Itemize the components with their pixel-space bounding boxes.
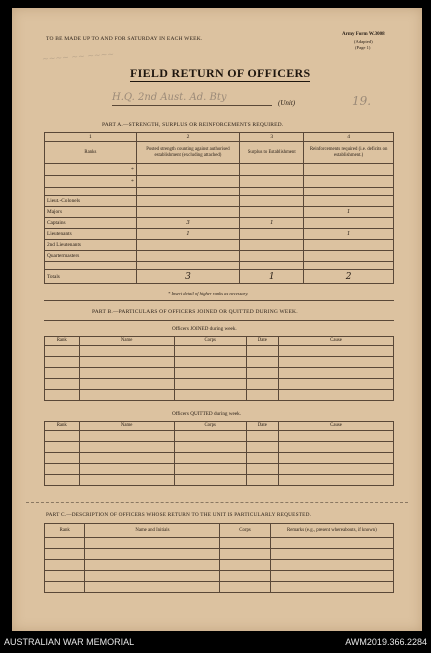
divider: [44, 300, 394, 301]
col-cause: Cause: [279, 337, 394, 346]
surplus-value: [240, 240, 304, 251]
col-cause: Cause: [279, 422, 394, 431]
instruction-text: TO BE MADE UP TO AND FOR SATURDAY IN EACH WEEK.: [46, 36, 203, 42]
header-posted: Posted strength counting against authorised establishment (excluding attached): [136, 142, 239, 164]
blank-rank-row: *: [45, 176, 137, 188]
rank-label: 2nd Lieutenants: [45, 240, 137, 251]
part-c-title: PART C.—DESCRIPTION OF OFFICERS WHOSE RETURN TO THE UNIT IS PARTICULARLY REQUESTED.: [46, 512, 312, 518]
surplus-value: [240, 196, 304, 207]
posted-value: 3: [136, 218, 239, 229]
totals-reinforcements: 2: [304, 270, 394, 284]
page-title: FIELD RETURN OF OFFICERS: [130, 66, 311, 80]
posted-value: 1: [136, 229, 239, 240]
footer-right: AWM2019.366.2284: [345, 637, 427, 647]
divider: [44, 320, 394, 321]
surplus-value: 1: [240, 218, 304, 229]
col-date: Date: [246, 337, 279, 346]
rank-label: Lieut.-Colonels: [45, 196, 137, 207]
fold-line: [26, 502, 408, 503]
unit-handwritten: H.Q. 2nd Aust. Ad. Bty: [112, 92, 227, 103]
col-number-3: 3: [240, 133, 304, 142]
col-number-2: 2: [136, 133, 239, 142]
reinforcement-value: 1: [304, 207, 394, 218]
col-rank: Rank: [45, 337, 80, 346]
rank-label: Majors: [45, 207, 137, 218]
rank-label: Captains: [45, 218, 137, 229]
army-form-number: Army Form W.3008: [342, 32, 385, 37]
posted-value: [136, 240, 239, 251]
blank-rank-row: *: [45, 164, 137, 176]
document-page: [12, 8, 422, 631]
rank-label: Quartermasters: [45, 251, 137, 262]
col-name: Name: [79, 422, 174, 431]
col-name-initials: Name and Initials: [85, 524, 220, 538]
surplus-value: [240, 229, 304, 240]
quitted-title: Officers QUITTED during week.: [172, 411, 242, 417]
form-adapted: (Adapted): [354, 39, 373, 44]
rank-label: Lieutenants: [45, 229, 137, 240]
col-number-1: 1: [45, 133, 137, 142]
form-page: (Page 1): [355, 45, 371, 50]
header-surplus: Surplus to Establishment: [240, 142, 304, 164]
reinforcement-value: [304, 240, 394, 251]
col-corps: Corps: [220, 524, 270, 538]
joined-table: [44, 336, 394, 401]
header-ranks: Ranks: [45, 142, 137, 164]
col-name: Name: [79, 337, 174, 346]
col-corps: Corps: [174, 422, 246, 431]
col-rank: Rank: [45, 422, 80, 431]
part-b-title: PART B.—PARTICULARS OF OFFICERS JOINED OR QUITTED DURING WEEK.: [92, 309, 298, 315]
totals-surplus: 1: [240, 270, 304, 284]
unit-line: [112, 105, 272, 106]
reinforcement-value: 1: [304, 229, 394, 240]
part-a-table: [44, 132, 394, 284]
part-c-table: [44, 523, 394, 593]
col-remarks: Remarks (e.g., present whereabouts, if known): [270, 524, 393, 538]
posted-value: [136, 196, 239, 207]
posted-value: [136, 207, 239, 218]
part-a-note: * Insert detail of higher ranks as necessary.: [168, 291, 249, 296]
totals-label: Totals: [45, 270, 137, 284]
quitted-table: [44, 421, 394, 486]
header-reinforcements: Reinforcements required (i.e. deficits on establishment.): [304, 142, 394, 164]
col-corps: Corps: [174, 337, 246, 346]
unit-label: (Unit): [278, 99, 296, 107]
posted-value: [136, 251, 239, 262]
col-rank: Rank: [45, 524, 85, 538]
footer-left: AUSTRALIAN WAR MEMORIAL: [4, 637, 135, 647]
reinforcement-value: [304, 218, 394, 229]
surplus-value: [240, 251, 304, 262]
handwritten-scribble: ~~~~ ~~ ~~~~: [41, 49, 115, 64]
reinforcement-value: [304, 251, 394, 262]
return-number: 19.: [352, 94, 372, 108]
col-date: Date: [246, 422, 279, 431]
surplus-value: [240, 207, 304, 218]
col-number-4: 4: [304, 133, 394, 142]
part-a-title: PART A.—STRENGTH, SURPLUS OR REINFORCEMENTS REQUIRED.: [102, 122, 284, 128]
reinforcement-value: [304, 196, 394, 207]
joined-title: Officers JOINED during week.: [172, 326, 237, 332]
totals-posted: 3: [136, 270, 239, 284]
